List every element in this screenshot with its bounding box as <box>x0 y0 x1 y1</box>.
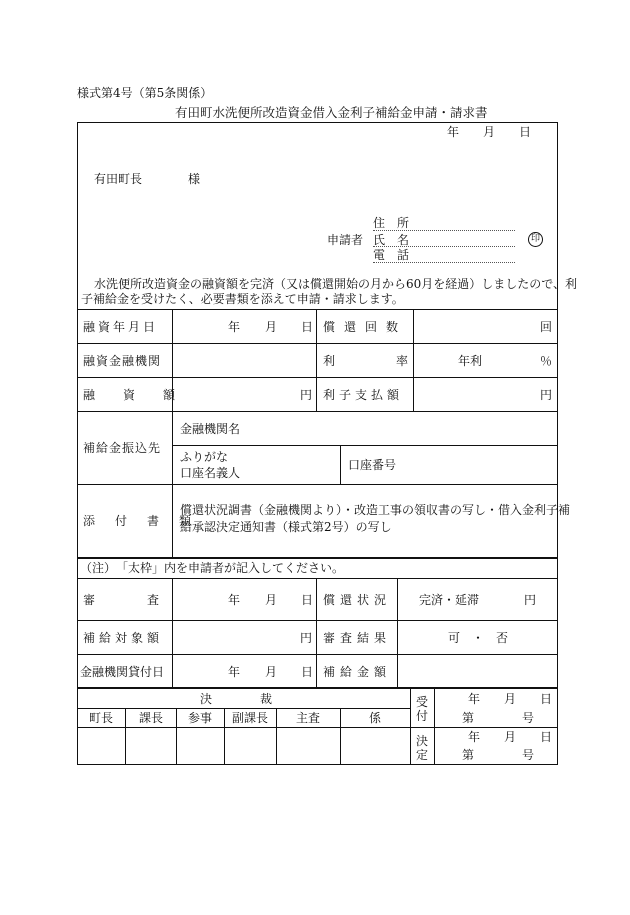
grid-line <box>340 708 341 765</box>
account-number-label: 口座番号 <box>348 458 397 472</box>
grid-line <box>77 377 558 378</box>
approval-header: 決 裁 <box>200 692 273 706</box>
transfer-label: 補給金振込先 <box>83 441 162 455</box>
approval-col-counselor: 参事 <box>188 711 213 725</box>
grid-line <box>276 708 277 765</box>
applicant-frame <box>77 122 558 558</box>
addressee-honorific: 様 <box>188 172 201 186</box>
review-result-value: 可 ・ 否 <box>448 631 509 645</box>
received-day: 日 <box>540 692 553 706</box>
received-label-2: 付 <box>416 709 429 723</box>
decided-number-prefix: 第 <box>462 748 475 762</box>
grid-line <box>410 727 558 728</box>
decided-label-2: 定 <box>416 748 429 762</box>
loan-disburse-month: 月 <box>265 665 278 679</box>
repay-count-label: 償還回数 <box>323 320 408 334</box>
review-month: 月 <box>265 593 278 607</box>
loan-disburse-year: 年 <box>228 665 241 679</box>
grid-line <box>77 484 558 485</box>
repay-count-unit: 回 <box>540 320 553 334</box>
applicant-address-label: 住 所 <box>373 216 410 230</box>
approval-col-section-chief: 課長 <box>139 711 164 725</box>
date-day: 日 <box>519 125 532 139</box>
grid-line <box>77 343 558 344</box>
repay-status-unit: 円 <box>524 593 537 607</box>
subsidy-target-unit: 円 <box>300 631 313 645</box>
amount-label: 融 資 額 <box>83 388 184 402</box>
applicant-label: 申請者 <box>327 233 364 247</box>
loan-date-month: 月 <box>265 320 278 334</box>
loan-date-year: 年 <box>228 320 241 334</box>
statement-line-2: 子補給金を受けたく、必要書類を添えて申請・請求します。 <box>81 292 404 306</box>
grid-line <box>77 411 558 412</box>
received-year: 年 <box>468 692 481 706</box>
date-month: 月 <box>483 125 496 139</box>
grid-line <box>340 445 341 484</box>
review-year: 年 <box>228 593 241 607</box>
approval-col-staff: 係 <box>369 711 382 725</box>
form-title: 有田町水洗便所改造資金借入金利子補給金申請・請求書 <box>175 105 488 120</box>
decided-number-suffix: 号 <box>522 748 535 762</box>
loan-date-label: 融資年月日 <box>83 320 159 334</box>
grid-line <box>172 445 558 446</box>
approval-col-mayor: 町長 <box>89 711 114 725</box>
grid-line <box>316 578 317 688</box>
received-number-prefix: 第 <box>462 711 475 725</box>
statement-line-1: 水洗便所改造資金の融資額を完済（又は償還開始の月から60月を経過）しましたので、利 <box>94 277 578 291</box>
grid-line <box>316 309 317 411</box>
decided-day: 日 <box>540 730 553 744</box>
rate-unit: ％ <box>540 354 553 368</box>
grid-line <box>176 708 177 765</box>
phone-line <box>373 262 515 263</box>
bank-name-label: 金融機関名 <box>180 422 241 436</box>
account-holder-label: 口座名義人 <box>180 466 241 480</box>
rate-label-1: 利 <box>323 354 336 368</box>
interest-unit: 円 <box>540 388 553 402</box>
interest-label: 利子支払額 <box>323 388 404 402</box>
note-text: （注） 「太枠」内を申請者が記入してください。 <box>80 561 345 575</box>
grid-line <box>172 578 173 688</box>
furigana-label: ふりがな <box>180 450 229 464</box>
rate-prefix: 年利 <box>458 354 483 368</box>
date-year: 年 <box>447 125 460 139</box>
grid-line <box>77 708 410 709</box>
attachments-line-2: 給承認決定通知書（様式第2号）の写し <box>180 520 392 534</box>
grid-line <box>397 578 398 688</box>
rate-label-2: 率 <box>396 354 409 368</box>
review-label: 審 査 <box>83 593 164 607</box>
attachments-label: 添 付 書 類 <box>83 514 196 528</box>
institution-label: 融資金融機関 <box>83 354 162 368</box>
loan-disburse-day: 日 <box>301 665 314 679</box>
received-label-1: 受 <box>416 695 429 709</box>
review-day: 日 <box>301 593 314 607</box>
decided-year: 年 <box>468 730 481 744</box>
loan-disburse-label: 金融機関貸付日 <box>80 665 165 679</box>
grid-line <box>77 620 558 621</box>
address-line <box>373 230 515 231</box>
grid-line <box>224 708 225 765</box>
received-number-suffix: 号 <box>522 711 535 725</box>
decided-label-1: 決 <box>416 734 429 748</box>
form-number: 様式第4号（第5条関係） <box>77 86 213 100</box>
decided-month: 月 <box>504 730 517 744</box>
applicant-phone-label: 電 話 <box>373 248 410 262</box>
repay-status-label: 償還状況 <box>323 593 392 607</box>
received-month: 月 <box>504 692 517 706</box>
addressee-name: 有田町長 <box>94 172 143 186</box>
subsidy-amount-label: 補給金額 <box>323 665 392 679</box>
review-result-label: 審査結果 <box>323 631 392 645</box>
approval-col-deputy: 副課長 <box>232 711 269 725</box>
grid-line <box>125 708 126 765</box>
approval-col-supervisor: 主査 <box>296 711 321 725</box>
name-line <box>373 246 515 247</box>
grid-line <box>77 654 558 655</box>
attachments-line-1: 償還状況調書（金融機関より）・改造工事の領収書の写し・借入金利子補 <box>180 503 571 517</box>
loan-date-day: 日 <box>301 320 314 334</box>
grid-line <box>77 309 558 310</box>
subsidy-target-label: 補給対象額 <box>83 631 164 645</box>
amount-unit: 円 <box>300 388 313 402</box>
applicant-name-label: 氏 名 <box>373 233 410 247</box>
grid-line <box>77 727 410 728</box>
grid-line <box>413 309 414 411</box>
repay-status-value: 完済・延滞 <box>419 593 480 607</box>
grid-line <box>77 578 558 579</box>
seal-mark: 印 <box>528 232 543 247</box>
